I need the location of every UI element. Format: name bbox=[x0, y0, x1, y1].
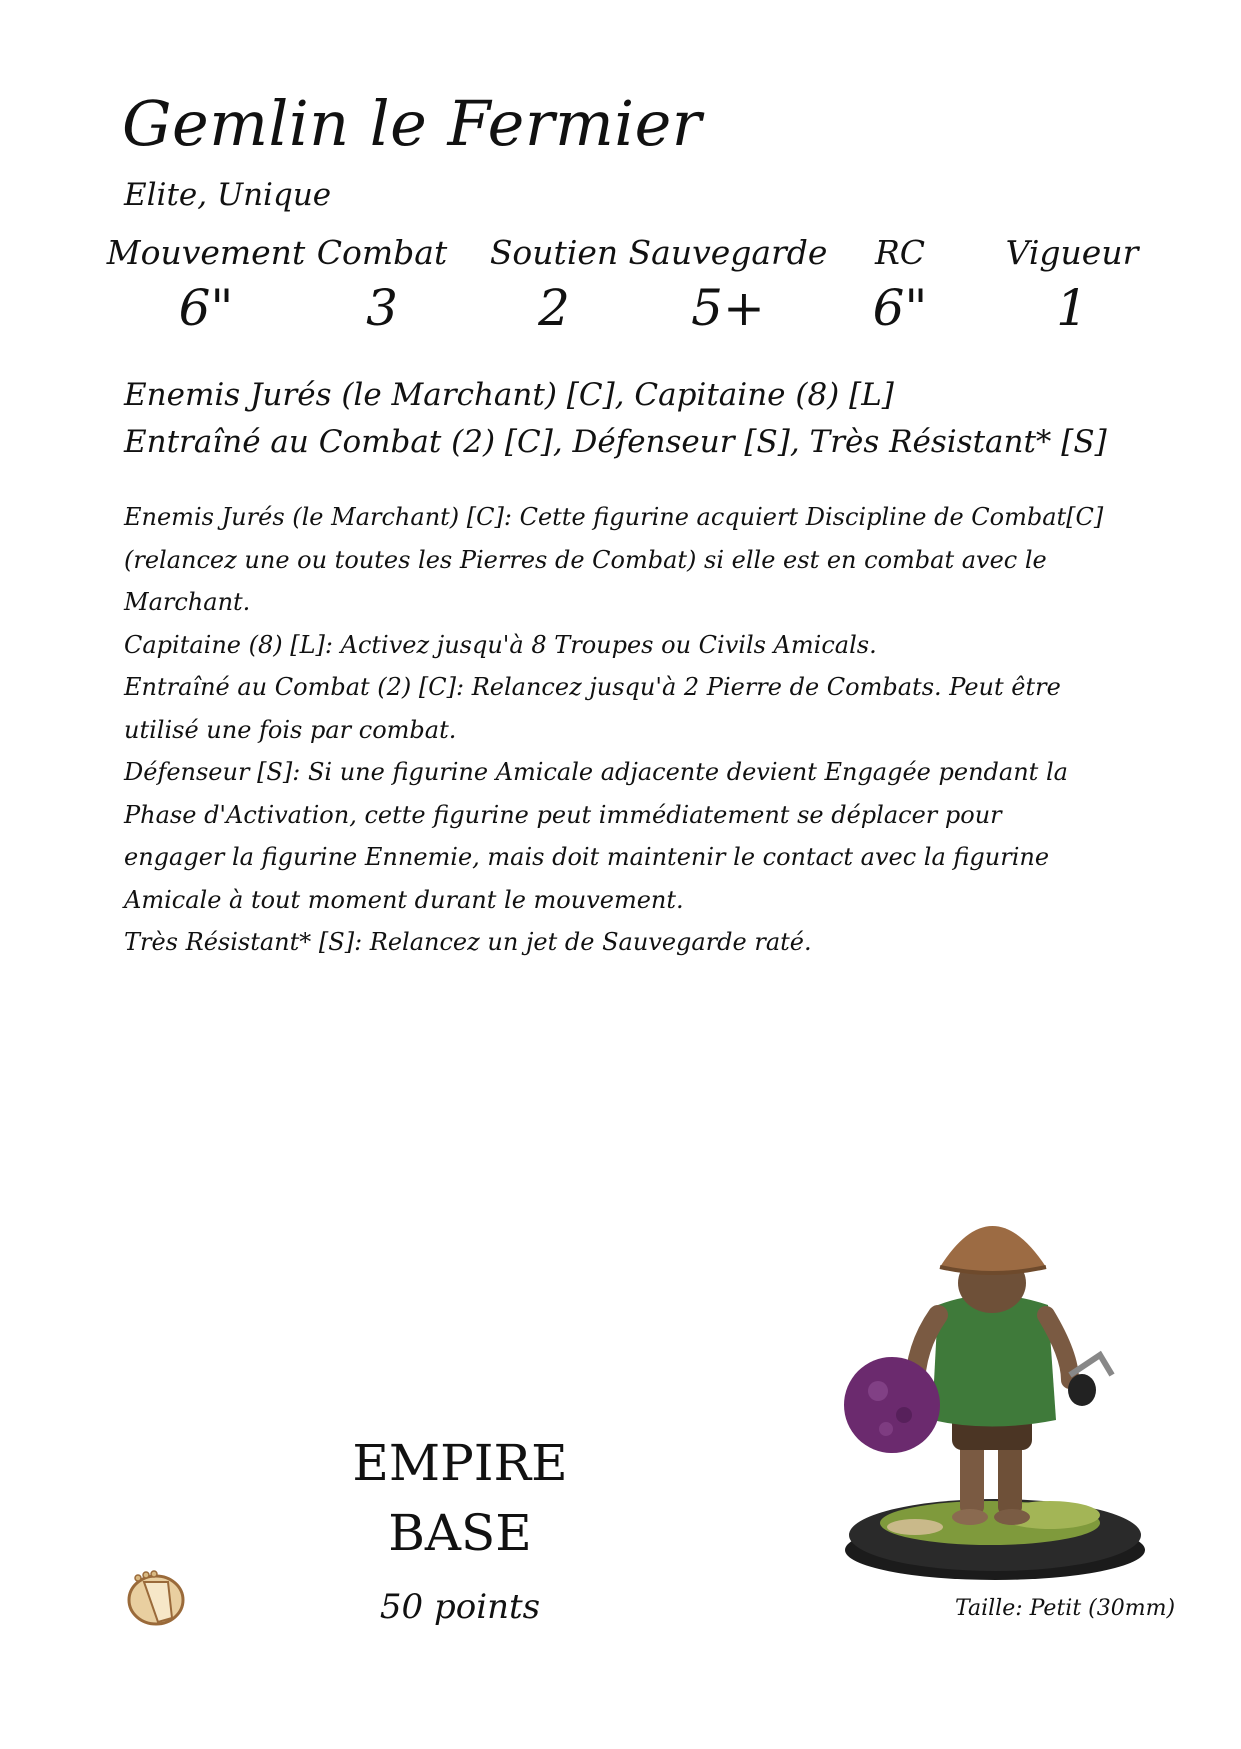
stat-vigueur bbox=[972, 233, 1172, 337]
publisher-logo-icon bbox=[124, 1568, 188, 1628]
miniature-photo bbox=[820, 1205, 1160, 1585]
stat-value: 2 bbox=[538, 279, 570, 337]
stat-value: 6" bbox=[872, 279, 928, 337]
rule-paragraph: Enemis Jurés (le Marchant) [C]: Cette figurine acquiert Discipline de Combat[C] (relancez une ou toutes les Pierres de Combat) si elle est en combat avec le Marchant. bbox=[124, 503, 1104, 616]
faction-line: BASE bbox=[388, 1504, 532, 1562]
points-cost: 50 points bbox=[379, 1587, 541, 1627]
stat-sauvegarde bbox=[628, 233, 828, 337]
stat-label: Combat bbox=[316, 233, 448, 272]
abilities-summary bbox=[124, 372, 1107, 466]
rule-paragraph: Entraîné au Combat (2) [C]: Relancez jusqu'à 2 Pierre de Combats. Peut être utilisé une fois par combat. bbox=[124, 673, 1061, 744]
stat-label: Mouvement bbox=[106, 233, 306, 272]
stat-label: Sauvegarde bbox=[628, 233, 828, 272]
abilities-line: Enemis Jurés (le Marchant) [C], Capitaine (8) [L] bbox=[124, 377, 894, 413]
abilities-line: Entraîné au Combat (2) [C], Défenseur [S], Très Résistant* [S] bbox=[124, 424, 1107, 460]
size-label: Taille: Petit (30mm) bbox=[955, 1596, 1176, 1621]
stat-soutien bbox=[454, 233, 654, 337]
stat-value: 5+ bbox=[691, 279, 765, 337]
stat-label: RC bbox=[874, 233, 926, 272]
stat-rc bbox=[800, 233, 1000, 337]
faction-line: EMPIRE bbox=[352, 1434, 568, 1492]
faction-label bbox=[340, 1428, 580, 1568]
stat-label: Soutien bbox=[489, 233, 619, 272]
stat-value: 1 bbox=[1056, 279, 1088, 337]
stat-value: 3 bbox=[366, 279, 398, 337]
stat-label: Vigueur bbox=[1005, 233, 1139, 272]
rule-paragraph: Capitaine (8) [L]: Activez jusqu'à 8 Troupes ou Civils Amicals. bbox=[124, 630, 877, 659]
card-title: Gemlin le Fermier bbox=[122, 87, 702, 160]
stat-combat bbox=[282, 233, 482, 337]
rule-paragraph: Très Résistant* [S]: Relancez un jet de Sauvegarde raté. bbox=[124, 928, 812, 956]
rules-text bbox=[124, 496, 1104, 964]
card-types: Elite, Unique bbox=[124, 177, 332, 213]
stat-mouvement bbox=[106, 233, 306, 337]
rule-paragraph: Défenseur [S]: Si une figurine Amicale adjacente devient Engagée pendant la Phase d'Activation, cette figurine peut immédiatement se déplacer pour engager la figurine Ennemie, mais doit maintenir le contact avec la figurine Amicale à tout moment durant le mouvement. bbox=[124, 758, 1068, 914]
stat-value: 6" bbox=[178, 279, 234, 337]
